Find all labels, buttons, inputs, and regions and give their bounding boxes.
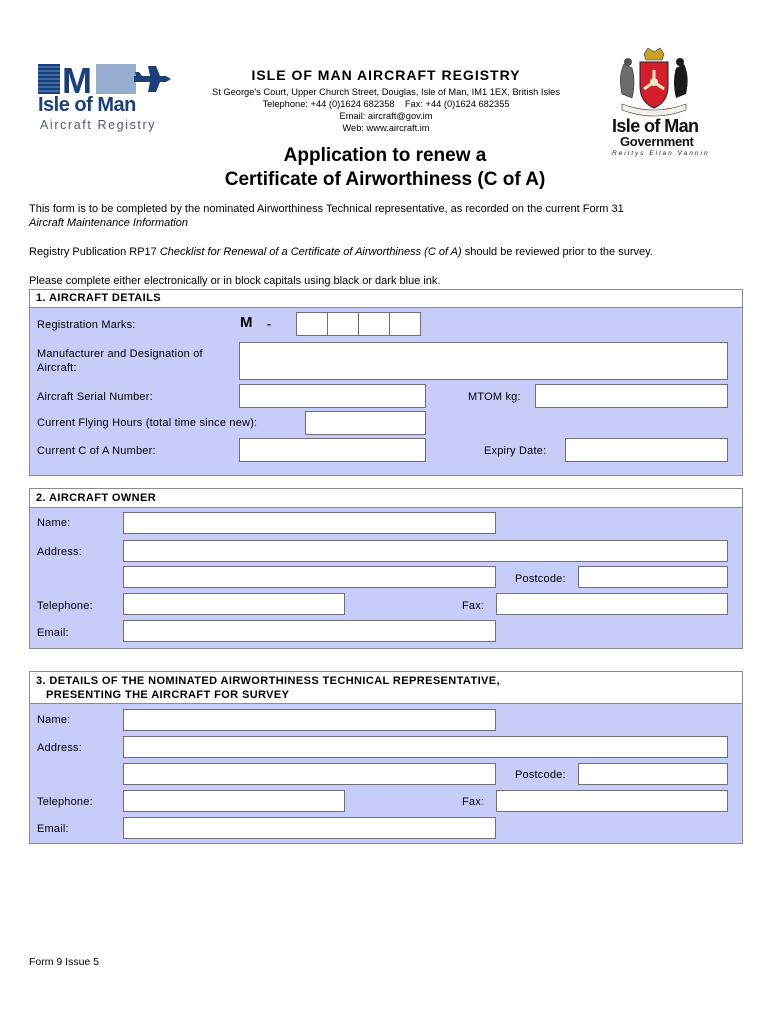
flying-hours-label: Current Flying Hours (total time since new): [37, 417, 258, 429]
section2-heading: 2. AIRCRAFT OWNER [30, 489, 742, 508]
gov-logo-subtitle: Government [620, 134, 694, 149]
rep-email-input[interactable] [123, 817, 496, 839]
svg-text:M: M [62, 62, 92, 98]
rep-address-label: Address: [37, 742, 83, 754]
manufacturer-label-line2: Aircraft: [37, 362, 77, 374]
gov-logo-gaelic: Reiltys Ellan Vannin [612, 150, 710, 157]
mtom-input[interactable] [535, 384, 728, 408]
rep-name-input[interactable] [123, 709, 496, 731]
intro-paragraph-2 [29, 246, 749, 260]
manufacturer-label [37, 347, 203, 375]
cofa-number-label: Current C of A Number: [37, 445, 156, 457]
registration-prefix: M [240, 314, 253, 331]
registry-email: Email: aircraft@gov.im [339, 111, 433, 121]
rep-telephone-input[interactable] [123, 790, 345, 812]
rep-fax-label: Fax: [462, 796, 485, 808]
form-title-line2: Certificate of Airworthiness (C of A) [224, 169, 546, 190]
section-aircraft-owner [29, 488, 743, 649]
owner-address-line2[interactable] [123, 566, 496, 588]
registry-address: St George's Court, Upper Church Street, Douglas, Isle of Man, IM1 1EX, British Isles [212, 87, 560, 97]
cofa-number-input[interactable] [239, 438, 426, 462]
logo-title: Isle of Man [38, 94, 136, 116]
manufacturer-label-line1: Manufacturer and Designation of [37, 348, 203, 360]
owner-fax-label: Fax: [462, 600, 485, 612]
section-technical-representative [29, 671, 743, 844]
serial-input[interactable] [239, 384, 426, 408]
rep-telephone-label: Telephone: [37, 796, 93, 808]
registration-char-4[interactable] [389, 312, 421, 336]
registration-dash: - [267, 317, 272, 331]
section3-heading-line1: 3. DETAILS OF THE NOMINATED AIRWORTHINESS TECHNICAL REPRESENTATIVE, [36, 675, 500, 687]
section-aircraft-details [29, 289, 743, 476]
registry-m-plane-icon [38, 62, 173, 98]
mtom-label: MTOM kg: [468, 391, 521, 403]
section3-heading [30, 672, 742, 704]
owner-address-label: Address: [37, 546, 83, 558]
serial-label: Aircraft Serial Number: [37, 391, 153, 403]
owner-postcode-input[interactable] [578, 566, 728, 588]
owner-address-line1[interactable] [123, 540, 728, 562]
intro1-text: This form is to be completed by the nominated Airworthiness Technical representative, as recorded on the current Form 31 [29, 203, 624, 215]
form-footer-id: Form 9 Issue 5 [29, 956, 100, 968]
owner-telephone-label: Telephone: [37, 600, 93, 612]
owner-email-label: Email: [37, 627, 69, 639]
registration-char-2[interactable] [327, 312, 359, 336]
owner-telephone-input[interactable] [123, 593, 345, 615]
rep-address-line1[interactable] [123, 736, 728, 758]
rep-email-label: Email: [37, 823, 69, 835]
expiry-date-input[interactable] [565, 438, 728, 462]
registry-title: ISLE OF MAN AIRCRAFT REGISTRY [251, 67, 521, 83]
registry-web: Web: www.aircraft.im [342, 123, 430, 133]
intro-paragraph-1 [29, 203, 749, 230]
rep-fax-input[interactable] [496, 790, 728, 812]
registration-char-1[interactable] [296, 312, 328, 336]
intro2-rest: should be reviewed prior to the survey. [464, 246, 653, 258]
owner-name-label: Name: [37, 517, 71, 529]
intro2-text: Registry Publication RP17 [29, 246, 157, 258]
rep-name-label: Name: [37, 714, 71, 726]
registry-telephone: Telephone: +44 (0)1624 682358 Fax: +44 (0)1624 682355 [262, 99, 510, 109]
form-title-line1: Application to renew a [283, 145, 487, 166]
expiry-date-label: Expiry Date: [484, 445, 547, 457]
owner-name-input[interactable] [123, 512, 496, 534]
rep-postcode-input[interactable] [578, 763, 728, 785]
manufacturer-input[interactable] [239, 342, 728, 380]
section3-heading-line2: PRESENTING THE AIRCRAFT FOR SURVEY [46, 689, 290, 701]
rep-address-line2[interactable] [123, 763, 496, 785]
logo-subtitle: Aircraft Registry [40, 118, 157, 132]
owner-fax-input[interactable] [496, 593, 728, 615]
flying-hours-input[interactable] [305, 411, 426, 435]
government-crest-icon [610, 46, 698, 118]
owner-postcode-label: Postcode: [515, 573, 566, 585]
rep-postcode-label: Postcode: [515, 769, 566, 781]
gov-logo-title: Isle of Man [612, 116, 699, 136]
intro-paragraph-3: Please complete either electronically or in block capitals using black or dark blue ink. [29, 275, 441, 287]
intro2-italic: Checklist for Renewal of a Certificate of Airworthiness (C of A) [159, 246, 462, 258]
section1-heading: 1. AIRCRAFT DETAILS [30, 290, 742, 308]
registration-label: Registration Marks: [37, 319, 136, 331]
intro1-italic: Aircraft Maintenance Information [29, 216, 188, 229]
registration-char-3[interactable] [358, 312, 390, 336]
owner-email-input[interactable] [123, 620, 496, 642]
